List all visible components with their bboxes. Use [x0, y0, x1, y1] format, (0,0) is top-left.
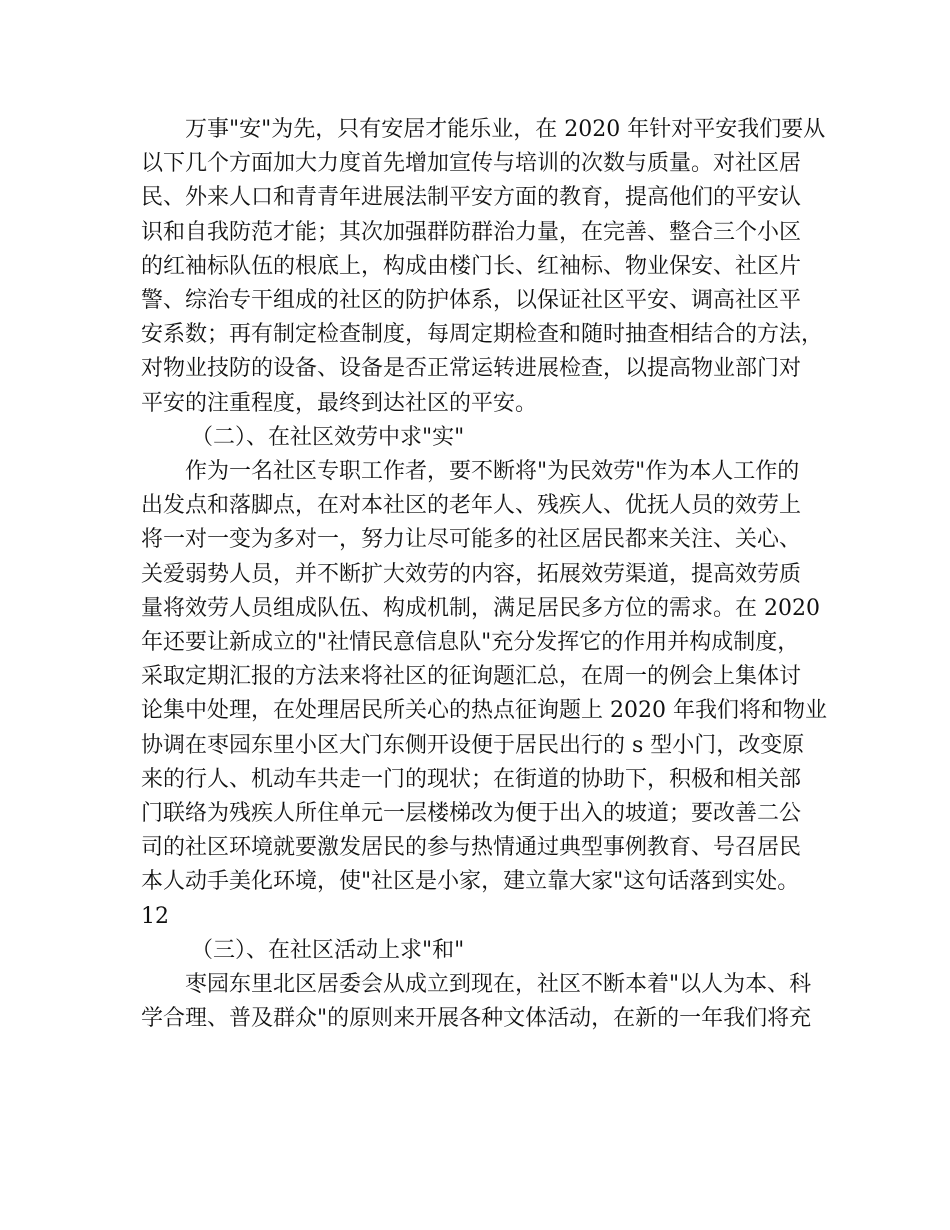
text-line: 关爱弱势人员，并不断扩大效劳的内容，拓展效劳渠道，提高效劳质 — [141, 561, 802, 587]
paragraph-service — [141, 455, 827, 934]
document-body — [141, 113, 827, 1036]
text-line: 以下几个方面加大力度首先增加宣传与培训的次数与质量。对社区居 — [141, 151, 802, 177]
section-heading-service — [141, 421, 821, 455]
text-line: 出发点和落脚点，在对本社区的老年人、残疾人、优抚人员的效劳上 — [141, 493, 802, 519]
text-line: 平安的注重程度，最终到达社区的平安。 — [141, 390, 538, 416]
text-line: 论集中处理，在处理居民所关心的热点征询题上 2020 年我们将和物业 — [141, 698, 827, 724]
text-line: 安系数；再有制定检查制度，每周定期检查和随时抽查相结合的方法， — [141, 322, 824, 348]
text-line: 年还要让新成立的"社情民意信息队"充分发挥它的作用并构成制度， — [141, 630, 800, 656]
text-line: 量将效劳人员组成队伍、构成机制，满足居民多方位的需求。在 2020 — [141, 595, 820, 621]
text-line: 民、外来人口和青青年进展法制平安方面的教育，提高他们的平安认 — [141, 185, 802, 211]
text-line: 作为一名社区专职工作者，要不断将"为民效劳"作为本人工作的 — [185, 459, 800, 485]
text-line: 协调在枣园东里小区大门东侧开设便于居民出行的 s 型小门，改变原 — [141, 732, 805, 758]
heading-text: （三）、在社区活动上求"和" — [191, 937, 465, 963]
text-line: 警、综治专干组成的社区的防护体系，以保证社区平安、调高社区平 — [141, 288, 802, 314]
text-line: 枣园东里北区居委会从成立到现在，社区不断本着"以人为本、科 — [185, 972, 812, 998]
text-line: 对物业技防的设备、设备是否正常运转进展检查，以提高物业部门对 — [141, 356, 802, 382]
page-number-text: 12 — [141, 903, 169, 929]
text-line: 的红袖标队伍的根底上，构成由楼门长、红袖标、物业保安、社区片 — [141, 253, 802, 279]
text-line: 学合理、普及群众"的原则来开展各种文体活动，在新的一年我们将充 — [141, 1006, 812, 1032]
heading-text: （二）、在社区效劳中求"实" — [191, 424, 465, 450]
paragraph-activities — [141, 968, 821, 1036]
text-line: 将一对一变为多对一，努力让尽可能多的社区居民都来关注、关心、 — [141, 527, 802, 553]
text-line: 司的社区环境就要激发居民的参与热情通过典型事例教育、号召居民 — [141, 835, 802, 861]
text-line: 来的行人、机动车共走一门的现状；在街道的协助下，积极和相关部 — [141, 766, 802, 792]
text-line: 采取定期汇报的方法来将社区的征询题汇总，在周一的例会上集体讨 — [141, 664, 802, 690]
paragraph-safety — [141, 113, 826, 421]
text-line: 万事"安"为先，只有安居才能乐业，在 2020 年针对平安我们要从 — [185, 117, 826, 142]
section-heading-activities — [141, 934, 821, 968]
text-line: 门联络为残疾人所住单元一层楼梯改为便于出入的坡道；要改善二公 — [141, 801, 802, 827]
text-line: 识和自我防范才能；其次加强群防群治力量，在完善、整合三个小区 — [141, 219, 802, 245]
text-line: 本人动手美化环境，使"社区是小家，建立靠大家"这句话落到实处。 — [141, 869, 800, 895]
